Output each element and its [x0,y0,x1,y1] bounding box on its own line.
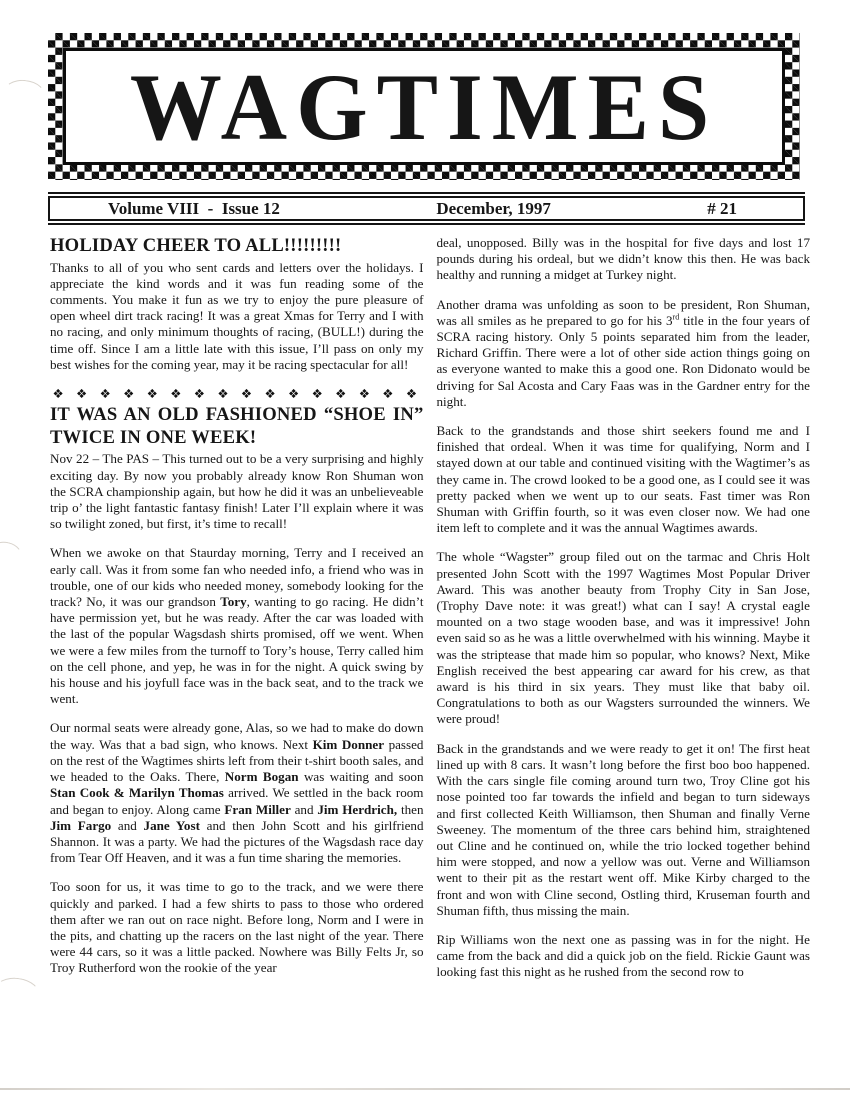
text-run: and [111,817,144,833]
text-run: and then John Scott and his girlfriend Shannon. It was a party. We had the pictures of the Wagsdash race day from Tear Off Heaven, and it was a fun time sharing the memories. [50,817,424,866]
text-run: Stan Cook & Marilyn Thomas [50,785,224,801]
text-run: Another drama was unfolding as soon to be president, Ron Shuman, was all smiles as he prepared to go for his 3 [436,296,810,328]
text-run: Too soon for us, it was time to go to the track, and we were there quickly and parked. I had a few shirts to pass to those who ordered them after we ran out on race night. Before long, Norm and I were in the pits, and chatting up the racers on the last night of the year. There were 44 cars, so it was a little packed. Nowhere was Billy Felts Jr, so Troy Rutherford won the rookie of the year [50,879,424,976]
text-run: Our normal seats were already gone, Alas, so we had to make do down the way. Was that a bad sign, who knows. Next [50,720,424,752]
text-run: Jim Herdrich, [317,801,398,817]
text-run: arrived. We settled in the back room and began to enjoy. Along came [50,785,424,817]
paragraph [437,297,811,410]
text-run: IT WAS AN OLD FASHIONED “SHOE IN” TWICE IN ONE WEEK! [50,404,424,448]
issue-bar-top-rule [48,192,805,194]
text-run: passed on the rest of the Wagtimes shirts left from their t-shirt booth sales, and we headed to the Oaks. There, [50,736,424,785]
paragraph [437,423,811,536]
scan-artifact-arc [0,78,47,114]
text-run: Thanks to all of you who sent cards and letters over the holidays. I appreciate the kind words and it was fun reading some of the comments. You make it fun as we try to enjoy the pure pleasure of open wheel dirt track racing! It was a great Xmas for Terry and I with no racing, and only minimum thoughts of racing, (BULL!) during the time off. Since I am a little late with this issue, I’ll pass on only my best wishes for the coming year, may it be racing spectacular for all! [50,259,424,372]
scan-artifact-line [0,1088,850,1090]
text-run: The whole “Wagster” group filed out on the tarmac and Chris Holt presented John Scott with the 1997 Wagtimes Most Popular Driver Award. This was another beauty from Trophy City in San Jose, (Trophy Dave note: it was great!) what can I say! A crystal eagle mounted on a two stage wooden base, and was it impressive! John even said so as he was a little overwhelmed with his winning. Maybe it was the striptease that made him so popular, who knows? Next, Mike English received the best appearing car award for his crew, as that award is his third in six years. They must like that baby oil. Congratulations to both as our Wagsters surrounded the winners. We were proud! [436,549,810,727]
paragraph [50,260,424,373]
left-column [50,235,424,994]
paragraph [50,451,424,532]
text-run: rd [672,312,680,322]
issue-volume: Volume VIII - Issue 12 [108,198,280,218]
issue-bar [48,196,805,221]
text-run: deal, unopposed. Billy was in the hospital for five days and lost 17 pounds during his ordeal, but we didn’t know this then. He was back healthy and running a midget at Turkey night. [436,235,810,283]
right-column [437,235,811,994]
text-run: Tory [220,594,247,610]
paragraph [437,235,811,284]
issue-number: # 21 [707,198,737,218]
diamond-separator: ❖ ❖ ❖ ❖ ❖ ❖ ❖ ❖ ❖ ❖ ❖ ❖ ❖ ❖ ❖ ❖ [52,386,422,402]
text-run: was waiting and soon [298,769,424,785]
text-run: then [397,801,424,817]
scan-artifact-arc [0,538,24,569]
scan-artifact-arc [0,975,42,1011]
text-run: Norm Bogan [224,769,299,785]
paragraph [437,932,811,981]
text-run: HOLIDAY CHEER TO ALL!!!!!!!!! [50,235,342,256]
paragraph [437,549,811,727]
article-columns [50,235,810,994]
text-run: Back to the grandstands and those shirt seekers found me and I finished that ordeal. When it was time for qualifying, Norm and I stayed down at our table and continued visiting with the Wagtimer’s as they came in. The crowd looked to be a good one, as I could see it was pretty packed when we went up to our seats. Fast timer was Ron Shuman with Griffin fourth, so it was even closer now. We had one item left to complete and it was the annual Wagtimes awards. [436,423,810,536]
masthead-checkered-border [48,33,800,180]
article-heading [50,235,424,258]
paragraph [50,720,424,866]
newsletter-title: WAGTIMES [129,53,719,160]
article-heading [50,404,424,449]
text-run: and [290,801,318,817]
issue-date: December, 1997 [436,198,551,218]
text-run: title in the four years of SCRA racing history. Only 5 points separated him from the leader, Richard Griffin. There were a lot of other side action things going on as everyone wanted to make this a good one. Ron Didonato would be driving for Sal Acosta and Cary Faas was in the Gardner entry for the night. [436,312,810,409]
paragraph [50,879,424,976]
text-run: When we awoke on that Staurday morning, Terry and I received an early call. Was it from some fan who needed info, a friend who was in trouble, one of our kids who needed money, somebody looking for the track? No, it was our grandson [50,545,424,610]
paragraph [50,545,424,707]
text-run: Jane Yost [143,817,200,833]
text-run: Rip Williams won the next one as passing was in for the night. He came from the back and did a quick job on the field. Rickie Gaunt was looking fast this night as he rushed from the second row to [436,931,810,980]
text-run: , wanting to go racing. He didn’t have permission yet, but he was ready. After the car was loaded with the last of the popular Wagsdash shirts promised, off we went. When we were a few miles from the turnoff to Tory’s house, Terry called him on the cell phone, and yep, he was in for the night. A quick swing by his house and his joyfull face was in the back seat, and to the track we went. [50,594,424,707]
text-run: Nov 22 – The PAS – This turned out to be a very surprising and highly exciting day. By now you probably already know Ron Shuman won the SCRA championship again, but how he did it was an unbelieveable trip o’ the light fantastic fantasy finish! Later I’ll explain where it was so twilight zoned, but first, it’s time to recall! [50,451,424,532]
text-run: Kim Donner [312,736,385,752]
text-run: Jim Fargo [50,817,112,833]
issue-bar-bottom-rule [48,223,805,225]
text-run: Fran Miller [224,801,291,817]
paragraph [437,741,811,919]
masthead-box [63,48,785,165]
text-run: Back in the grandstands and we were ready to get it on! The first heat lined up with 8 cars. It wasn’t long before the first boo boo happened. With the cars single file coming around turn two, Troy Cline got his nose pointed too far towards the infield and began to turn sideways and first collected Keith Williamson, then Shuman and finally Verne Sweeney. The momentum of the three cars behind him, straightened out Cline and he continued on, while the trio locked together behind him were stopped, and now a yellow was out. Verne and Williamson went to their pit as the restart went off. Mike Kirby charged to the front and won with Cline second, Ostling third, Kruseman fourth and Shuman fifth, thus missing the main. [436,740,810,918]
